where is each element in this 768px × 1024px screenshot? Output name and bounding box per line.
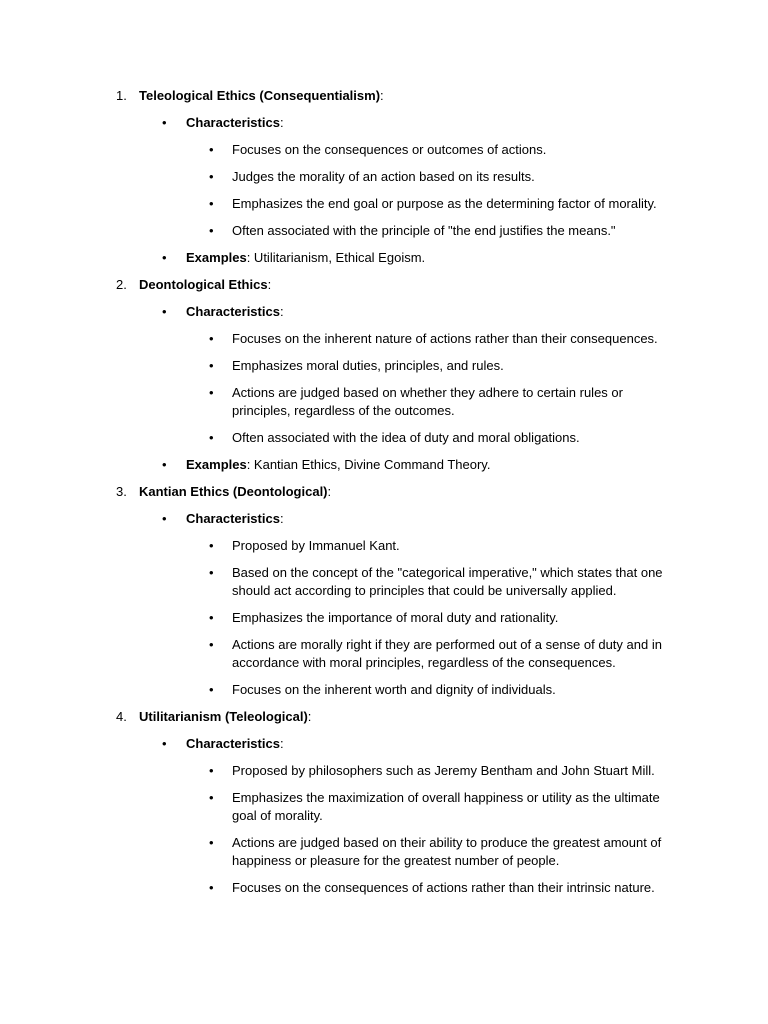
list-item: [0, 537, 672, 555]
characteristics-label: Characteristics: [186, 115, 280, 130]
list-item: [0, 429, 672, 447]
bullet-icon: •: [162, 115, 167, 130]
characteristic-text: Focuses on the inherent worth and dignity of individuals.: [232, 682, 556, 697]
section-heading: [0, 87, 768, 105]
characteristics-heading: [0, 114, 768, 132]
examples-label: Examples: [186, 457, 247, 472]
characteristics-colon: :: [279, 115, 284, 130]
section-title-colon: :: [327, 484, 332, 499]
list-item: [0, 609, 672, 627]
bullet-icon: •: [209, 790, 214, 805]
characteristics-colon: :: [279, 511, 284, 526]
bullet-icon: •: [209, 142, 214, 157]
characteristic-text: Focuses on the consequences or outcomes of actions.: [232, 142, 547, 157]
list-number: 1.: [116, 88, 127, 103]
examples-line: [0, 249, 768, 267]
bullet-icon: •: [209, 565, 214, 580]
characteristics-heading: [0, 735, 768, 753]
section-heading: [0, 483, 768, 501]
characteristic-text: Often associated with the idea of duty and moral obligations.: [232, 430, 580, 445]
characteristics-label: Characteristics: [186, 511, 280, 526]
bullet-icon: •: [209, 835, 214, 850]
list-item: [0, 168, 672, 186]
characteristic-text: Judges the morality of an action based on its results.: [232, 169, 535, 184]
bullet-icon: •: [209, 880, 214, 895]
characteristic-text: Based on the concept of the "categorical imperative," which states that one should act according to principles that could be universally applied.: [232, 565, 663, 598]
bullet-icon: •: [209, 637, 214, 652]
bullet-icon: •: [162, 457, 167, 472]
section-title-colon: :: [267, 277, 272, 292]
characteristics-heading: [0, 510, 768, 528]
list-number: 4.: [116, 709, 127, 724]
list-number: 2.: [116, 277, 127, 292]
list-number: 3.: [116, 484, 127, 499]
list-item: [0, 384, 672, 420]
bullet-icon: •: [209, 331, 214, 346]
characteristic-text: Emphasizes the end goal or purpose as the determining factor of morality.: [232, 196, 657, 211]
characteristics-label: Characteristics: [186, 304, 280, 319]
examples-line: [0, 456, 768, 474]
characteristics-label: Characteristics: [186, 736, 280, 751]
bullet-icon: •: [162, 736, 167, 751]
characteristic-text: Focuses on the inherent nature of actions rather than their consequences.: [232, 331, 658, 346]
characteristic-text: Actions are judged based on their ability to produce the greatest amount of happiness or pleasure for the greatest number of people.: [232, 835, 662, 868]
bullet-icon: •: [209, 385, 214, 400]
bullet-icon: •: [162, 250, 167, 265]
bullet-icon: •: [209, 538, 214, 553]
characteristic-text: Emphasizes the maximization of overall happiness or utility as the ultimate goal of morality.: [232, 790, 660, 823]
characteristic-text: Actions are judged based on whether they adhere to certain rules or principles, regardless of the outcomes.: [232, 385, 623, 418]
characteristic-text: Proposed by philosophers such as Jeremy Bentham and John Stuart Mill.: [232, 763, 655, 778]
list-item: [0, 681, 672, 699]
characteristics-heading: [0, 303, 768, 321]
section-title-colon: :: [380, 88, 384, 103]
characteristic-text: Emphasizes moral duties, principles, and rules.: [232, 358, 504, 373]
list-item: [0, 195, 672, 213]
characteristics-colon: :: [279, 304, 284, 319]
list-item: [0, 564, 672, 600]
bullet-icon: •: [209, 169, 214, 184]
examples-text: : Kantian Ethics, Divine Command Theory.: [246, 457, 491, 472]
list-item: [0, 357, 672, 375]
section-title: Teleological Ethics (Consequentialism): [139, 88, 381, 103]
section-title: Utilitarianism (Teleological): [139, 709, 308, 724]
document-body: [0, 87, 768, 906]
examples-label: Examples: [186, 250, 247, 265]
list-item: [0, 834, 672, 870]
characteristic-text: Actions are morally right if they are performed out of a sense of duty and in accordance with moral principles, regardless of the consequences.: [232, 637, 662, 670]
section-title: Kantian Ethics (Deontological): [139, 484, 328, 499]
characteristic-text: Emphasizes the importance of moral duty and rationality.: [232, 610, 559, 625]
bullet-icon: •: [209, 430, 214, 445]
bullet-icon: •: [162, 304, 167, 319]
list-item: [0, 222, 672, 240]
list-item: [0, 141, 672, 159]
characteristic-text: Proposed by Immanuel Kant.: [232, 538, 400, 553]
list-item: [0, 762, 672, 780]
bullet-icon: •: [209, 223, 214, 238]
bullet-icon: •: [209, 196, 214, 211]
examples-text: : Utilitarianism, Ethical Egoism.: [246, 250, 426, 265]
characteristic-text: Often associated with the principle of "the end justifies the means.": [232, 223, 616, 238]
bullet-icon: •: [209, 358, 214, 373]
characteristic-text: Focuses on the consequences of actions rather than their intrinsic nature.: [232, 880, 655, 895]
characteristics-colon: :: [279, 736, 284, 751]
section-title: Deontological Ethics: [139, 277, 268, 292]
section-heading: [0, 276, 768, 294]
list-item: [0, 330, 672, 348]
list-item: [0, 879, 672, 897]
bullet-icon: •: [209, 610, 214, 625]
list-item: [0, 636, 672, 672]
bullet-icon: •: [209, 763, 214, 778]
bullet-icon: •: [162, 511, 167, 526]
section-heading: [0, 708, 768, 726]
section-title-colon: :: [307, 709, 312, 724]
bullet-icon: •: [209, 682, 214, 697]
list-item: [0, 789, 672, 825]
